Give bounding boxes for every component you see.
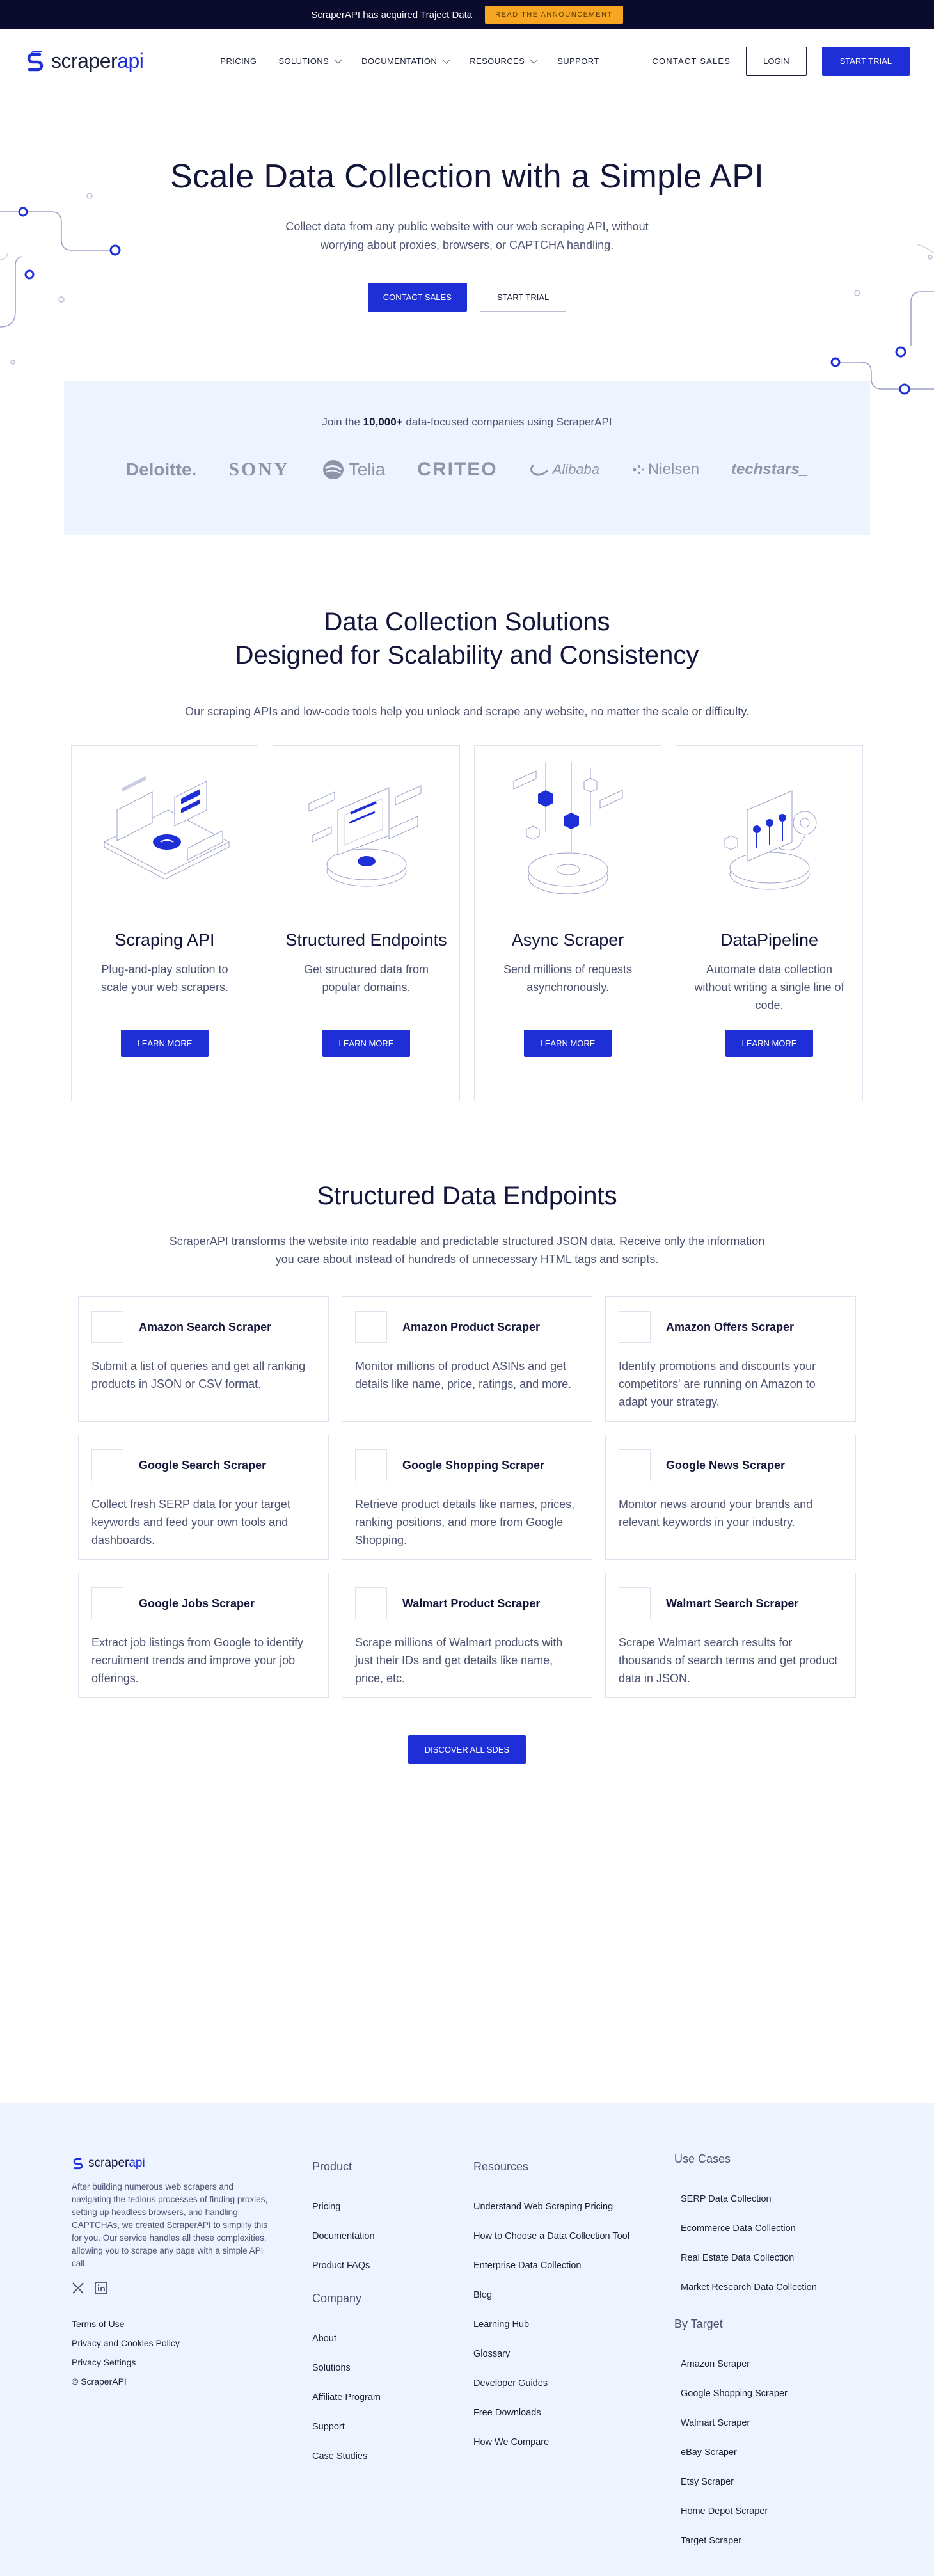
nav-pricing-label: PRICING (220, 56, 257, 66)
endpoints-subtitle: ScraperAPI transforms the website into readable and predictable structured JSON data. Receive only the information you care about instead of hundreds of unnecessary HTML tags and scripts. (169, 1235, 765, 1266)
footer-link[interactable]: Enterprise Data Collection (473, 2261, 582, 2271)
footer-by-target-column (674, 2318, 788, 2546)
endpoint-title: Google Search Scraper (139, 1458, 267, 1472)
async-scraper-illustration (475, 746, 661, 912)
start-trial-button[interactable]: START TRIAL (822, 47, 910, 76)
telia-logo-text: Telia (348, 459, 386, 479)
endpoint-title: Google Jobs Scraper (139, 1596, 255, 1610)
announcement-text: ScraperAPI has acquired Traject Data (311, 9, 473, 20)
footer-link[interactable]: Google Shopping Scraper (681, 2389, 788, 2399)
solution-card-desc: Plug-and-play solution to scale your web scrapers. (100, 963, 229, 994)
endpoint-title: Amazon Search Scraper (139, 1320, 272, 1333)
footer-logo-accent: api (129, 2156, 145, 2170)
nav-resources-label: RESOURCES (470, 56, 525, 66)
linkedin-icon[interactable] (95, 2282, 107, 2294)
learn-more-button[interactable]: LEARN MORE (121, 1030, 209, 1057)
walmart-icon (355, 1587, 387, 1619)
circuit-decoration-left (0, 93, 154, 375)
footer-use-cases-column (674, 2152, 817, 2293)
sony-logo: SONY (228, 459, 290, 480)
nielsen-logo (631, 461, 699, 479)
footer-link[interactable]: Walmart Scraper (681, 2418, 750, 2428)
legal-links (72, 2319, 264, 2387)
circuit-decoration-right (793, 93, 934, 439)
footer-link[interactable]: How We Compare (473, 2437, 550, 2447)
endpoint-card-google-news[interactable] (605, 1435, 856, 1560)
endpoint-card-amazon-search[interactable] (78, 1296, 329, 1422)
footer-link[interactable]: Market Research Data Collection (681, 2282, 817, 2293)
logo-text-main: scraper (51, 49, 118, 72)
scraperapi-logo-icon (24, 51, 46, 72)
endpoint-title: Google Shopping Scraper (402, 1458, 545, 1472)
footer-heading: By Target (674, 2318, 723, 2330)
footer-link[interactable]: Developer Guides (473, 2378, 548, 2389)
chevron-down-icon (442, 56, 450, 64)
footer-brand (72, 2156, 268, 2387)
footer-logo[interactable] (72, 2156, 264, 2170)
solution-card-datapipeline[interactable] (676, 745, 863, 1101)
endpoint-title: Amazon Offers Scraper (666, 1320, 795, 1333)
footer-resources-column (473, 2160, 629, 2447)
endpoint-desc: Collect fresh SERP data for your target keywords and feed your own tools and dashboards. (91, 1498, 290, 1546)
endpoint-title: Walmart Product Scraper (402, 1596, 541, 1610)
endpoint-desc: Monitor news around your brands and relevant keywords in your industry. (619, 1498, 813, 1529)
footer-link[interactable]: Real Estate Data Collection (681, 2253, 795, 2263)
endpoint-desc: Identify promotions and discounts your competitors' are running on Amazon to adapt your strategy. (619, 1360, 816, 1408)
solution-card-title: Async Scraper (511, 930, 624, 950)
solution-card-title: Structured Endpoints (285, 930, 447, 950)
contact-sales-link[interactable]: CONTACT SALES (652, 56, 731, 66)
endpoints-section (0, 1101, 934, 1764)
hero-title: Scale Data Collection with a Simple API (170, 158, 764, 195)
footer-link-list (312, 2202, 375, 2271)
amazon-icon (91, 1311, 123, 1343)
nav-resources[interactable] (470, 56, 535, 66)
endpoint-title: Google News Scraper (666, 1458, 786, 1472)
endpoint-desc: Retrieve product details like names, prices, ranking positions, and more from Google Shopping. (355, 1498, 575, 1546)
footer-link-list (674, 2194, 817, 2293)
customer-text-after: data-focused companies using ScraperAPI (402, 416, 612, 428)
hero-contact-sales-button[interactable]: CONTACT SALES (368, 283, 467, 312)
endpoint-card-google-search[interactable] (78, 1435, 329, 1560)
nav-support[interactable] (557, 56, 599, 66)
google-icon (355, 1449, 387, 1481)
deloitte-logo: Deloitte. (125, 459, 197, 479)
nielsen-logo-text: Nielsen (648, 461, 700, 478)
x-twitter-icon[interactable] (72, 2282, 84, 2294)
endpoint-desc: Scrape millions of Walmart products with just their IDs and get details like name, price, etc. (355, 1636, 563, 1685)
solution-card-desc: Send millions of requests asynchronously. (503, 963, 633, 994)
isometric-cubes-icon (495, 756, 642, 903)
customer-count-text (64, 381, 870, 429)
footer-link[interactable]: Etsy Scraper (681, 2477, 734, 2487)
customer-text-before: Join the (322, 416, 363, 428)
customer-logos-band (64, 381, 870, 535)
solutions-title-line1: Data Collection Solutions (324, 608, 610, 636)
site-logo[interactable] (24, 49, 143, 73)
footer-link-list (674, 2359, 788, 2546)
solution-card-title: DataPipeline (720, 930, 819, 950)
alibaba-logo (530, 461, 599, 478)
scraperapi-logo-icon (72, 2157, 84, 2170)
footer-link[interactable]: Documentation (312, 2231, 375, 2241)
footer-product-column (312, 2160, 375, 2271)
footer-link-list (473, 2202, 629, 2447)
endpoint-title: Walmart Search Scraper (666, 1596, 799, 1610)
criteo-logo: CRITEO (417, 459, 498, 480)
alibaba-swoosh-icon (530, 463, 549, 477)
footer-link[interactable]: Affiliate Program (312, 2392, 381, 2403)
solution-card-structured-endpoints[interactable] (273, 745, 460, 1101)
nav-solutions-label: SOLUTIONS (278, 56, 329, 66)
isometric-pipeline-icon (696, 759, 843, 900)
solution-card-scraping-api[interactable] (71, 745, 258, 1101)
scraping-api-illustration (72, 746, 258, 912)
footer-link[interactable]: Glossary (473, 2349, 511, 2359)
footer-link[interactable]: Home Depot Scraper (681, 2506, 768, 2516)
terms-link[interactable]: Terms of Use (72, 2319, 125, 2329)
solution-card-async-scraper[interactable] (474, 745, 661, 1101)
login-button[interactable]: LOGIN (746, 47, 806, 76)
footer-heading: Company (312, 2292, 362, 2305)
chevron-down-icon (334, 56, 342, 64)
nav-support-label: SUPPORT (557, 56, 599, 66)
hero-section (0, 93, 934, 381)
alibaba-logo-text: Alibaba (552, 461, 600, 477)
customer-count: 10,000+ (363, 416, 403, 428)
announcement-bar (0, 0, 934, 29)
nav-links (220, 56, 599, 66)
footer-link[interactable]: Product FAQs (312, 2261, 370, 2271)
footer-link[interactable]: Solutions (312, 2363, 351, 2373)
isometric-dashboard-icon (293, 759, 440, 900)
google-icon (91, 1587, 123, 1619)
endpoint-card-google-jobs[interactable] (78, 1573, 329, 1698)
footer-link[interactable]: Blog (473, 2290, 493, 2300)
solutions-title-line2: Designed for Scalability and Consistency (235, 641, 699, 669)
solution-card-desc: Automate data collection without writing a single line of code. (694, 963, 844, 1012)
amazon-icon (355, 1311, 387, 1343)
footer-link-list (312, 2334, 381, 2461)
hero-subtitle: Collect data from any public website with our web scraping API, without worrying about proxies, browsers, or CAPTCHA handling. (285, 220, 649, 251)
endpoint-card-walmart-search[interactable] (605, 1573, 856, 1698)
footer-company-column (312, 2292, 381, 2461)
footer-link[interactable]: Pricing (312, 2202, 341, 2212)
endpoint-desc: Submit a list of queries and get all ranking products in JSON or CSV format. (91, 1360, 306, 1390)
privacy-cookies-link[interactable]: Privacy and Cookies Policy (72, 2338, 180, 2348)
telia-pebble-icon (322, 458, 345, 481)
walmart-icon (619, 1587, 651, 1619)
footer-link[interactable]: SERP Data Collection (681, 2194, 772, 2204)
datapipeline-illustration (676, 746, 862, 912)
telia-logo (322, 458, 386, 481)
site-footer (0, 2103, 934, 2576)
social-links (72, 2282, 264, 2294)
footer-link[interactable]: Free Downloads (473, 2408, 541, 2418)
footer-logo-main: scraper (88, 2156, 129, 2170)
learn-more-button[interactable]: LEARN MORE (725, 1030, 814, 1057)
solution-card-desc: Get structured data from popular domains. (303, 963, 429, 994)
endpoint-desc: Monitor millions of product ASINs and get details like name, price, ratings, and more. (355, 1360, 572, 1390)
endpoint-card-walmart-product[interactable] (342, 1573, 592, 1698)
logo-row (64, 458, 870, 481)
solution-card-title: Scraping API (115, 930, 215, 950)
techstars-logo: techstars_ (731, 461, 809, 478)
privacy-settings-link[interactable]: Privacy Settings (72, 2357, 136, 2367)
google-icon (91, 1449, 123, 1481)
nav-documentation-label: DOCUMENTATION (361, 56, 438, 66)
amazon-icon (619, 1311, 651, 1343)
nielsen-dots-icon (631, 463, 644, 476)
footer-link[interactable]: Target Scraper (681, 2536, 742, 2546)
footer-link[interactable]: Amazon Scraper (681, 2359, 750, 2369)
endpoint-title: Amazon Product Scraper (402, 1320, 541, 1333)
solutions-subtitle: Our scraping APIs and low-code tools help you unlock and scrape any website, no matter the scale or difficulty. (185, 705, 749, 718)
solutions-title (0, 605, 934, 672)
endpoint-card-amazon-product[interactable] (342, 1296, 592, 1422)
nav-pricing[interactable] (220, 56, 257, 66)
endpoint-card-google-shopping[interactable] (342, 1435, 592, 1560)
footer-link[interactable]: eBay Scraper (681, 2447, 737, 2458)
footer-link[interactable]: Support (312, 2422, 345, 2432)
footer-heading: Use Cases (674, 2152, 731, 2165)
discover-all-button[interactable]: DISCOVER ALL SDES (408, 1735, 526, 1764)
top-navigation (0, 29, 934, 93)
read-announcement-button[interactable]: READ THE ANNOUNCEMENT (485, 6, 622, 24)
learn-more-button[interactable]: LEARN MORE (524, 1030, 612, 1057)
footer-link[interactable]: Learning Hub (473, 2319, 530, 2330)
copyright: © ScraperAPI (72, 2376, 127, 2387)
footer-link[interactable]: About (312, 2334, 336, 2344)
footer-heading: Resources (473, 2160, 529, 2173)
nav-solutions[interactable] (278, 56, 340, 66)
google-icon (619, 1449, 651, 1481)
endpoint-card-amazon-offers[interactable] (605, 1296, 856, 1422)
structured-endpoints-illustration (273, 746, 459, 912)
chevron-down-icon (530, 56, 538, 64)
isometric-platform-icon (91, 759, 239, 900)
nav-documentation[interactable] (361, 56, 448, 66)
solution-cards (0, 745, 934, 1101)
logo-text-accent: api (117, 49, 144, 72)
endpoints-title: Structured Data Endpoints (317, 1182, 617, 1210)
footer-link[interactable]: Case Studies (312, 2451, 368, 2461)
footer-link[interactable]: Understand Web Scraping Pricing (473, 2202, 613, 2212)
nav-actions (652, 47, 910, 76)
footer-link[interactable]: How to Choose a Data Collection Tool (473, 2231, 629, 2241)
footer-description: After building numerous web scrapers and navigating the tedious processes of finding proxies, setting up headless browsers, and handling CAPTCHAs, we created ScraperAPI to simplify this for you. Our service handles all these complexities, allowing you to scrape any page with a simple API call. (72, 2182, 268, 2268)
endpoint-desc: Extract job listings from Google to identify recruitment trends and improve your job offerings. (91, 1636, 304, 1685)
endpoints-grid (0, 1296, 934, 1698)
footer-link[interactable]: Ecommerce Data Collection (681, 2223, 796, 2234)
hero-start-trial-button[interactable]: START TRIAL (480, 283, 566, 312)
footer-heading: Product (312, 2160, 352, 2173)
learn-more-button[interactable]: LEARN MORE (322, 1030, 411, 1057)
solutions-section (0, 535, 934, 1101)
endpoint-desc: Scrape Walmart search results for thousands of search terms and get product data in JSON. (619, 1636, 838, 1685)
